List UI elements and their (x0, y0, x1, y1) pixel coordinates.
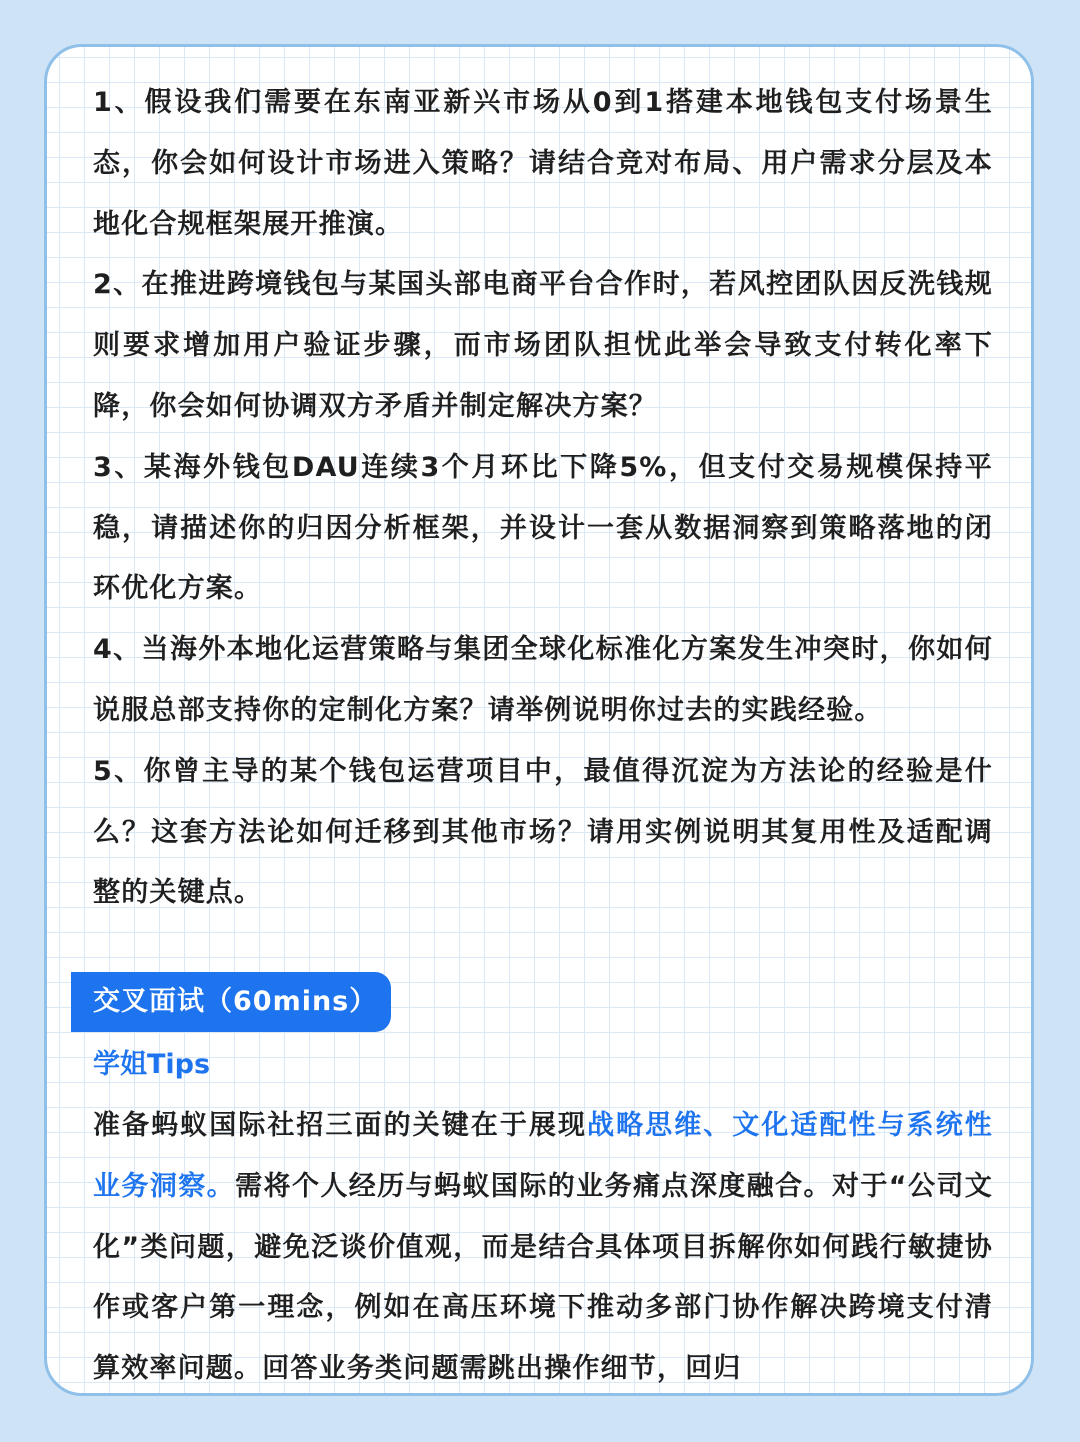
question-item: 4、当海外本地化运营策略与集团全球化标准化方案发生冲突时，你如何说服总部支持你的定制化方案？请举例说明你过去的实践经验。 (93, 634, 993, 726)
tips-paragraph (93, 1096, 993, 1396)
question-item: 5、你曾主导的某个钱包运营项目中，最值得沉淀为方法论的经验是什么？这套方法论如何迁移到其他市场？请用实例说明其复用性及适配调整的关键点。 (93, 755, 993, 909)
question-list (93, 73, 993, 924)
tips-text-body: 需将个人经历与蚂蚁国际的业务痛点深度融合。对于“公司文化”类问题，避免泛谈价值观，而是结合具体项目拆解你如何践行敏捷协作或客户第一理念，例如在高压环境下推动多部门协作解决跨境支付清算效率问题。回答业务类问题需跳出操作细节，回归 (93, 1170, 993, 1385)
content-card (44, 44, 1034, 1396)
question-item: 1、假设我们需要在东南亚新兴市场从0到1搭建本地钱包支付场景生态，你会如何设计市场进入策略？请结合竞对布局、用户需求分层及本地化合规框架展开推演。 (93, 87, 993, 240)
question-item: 3、某海外钱包DAU连续3个月环比下降5%，但支付交易规模保持平稳，请描述你的归因分析框架，并设计一套从数据洞察到策略落地的闭环优化方案。 (93, 451, 993, 605)
tips-highlight: 战略思维、文化适配性与系统性业务洞察。 (93, 1110, 993, 1202)
tips-text-intro: 准备蚂蚁国际社招三面的关键在于展现 (93, 1110, 588, 1141)
question-item: 2、在推进跨境钱包与某国头部电商平台合作时，若风控团队因反洗钱规则要求增加用户验证步骤，而市场团队担忧此举会导致支付转化率下降，你会如何协调双方矛盾并制定解决方案？ (93, 269, 993, 422)
section-tag-cross-interview: 交叉面试（60mins） (71, 972, 391, 1032)
tips-title: 学姐Tips (93, 1049, 211, 1080)
